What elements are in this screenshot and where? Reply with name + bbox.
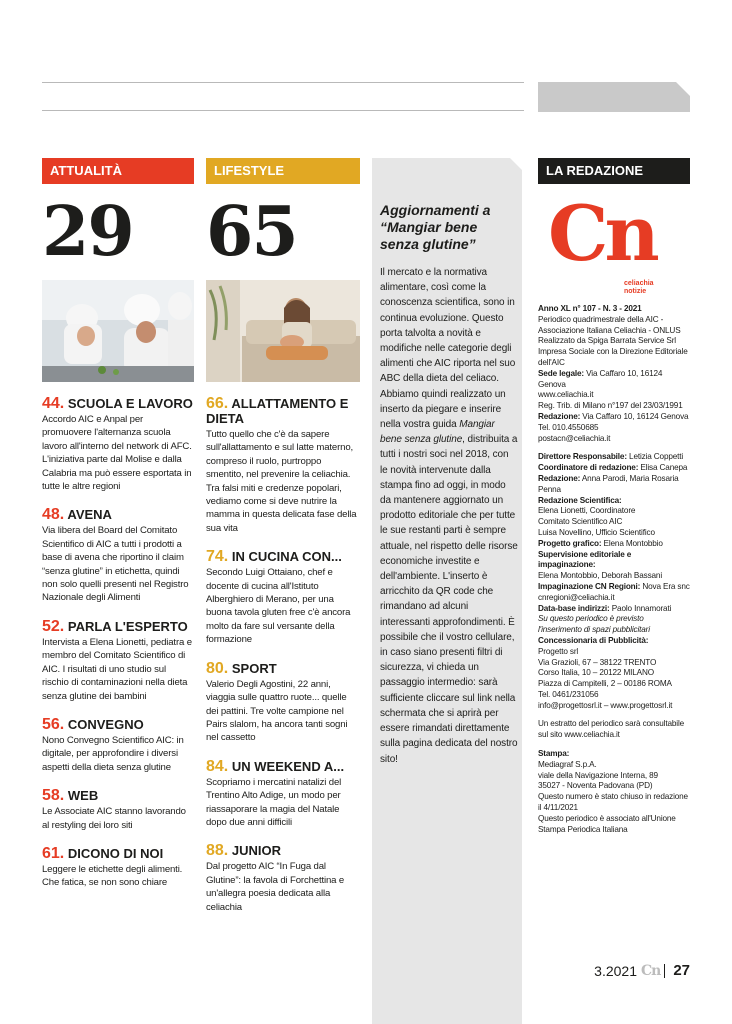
- toc-item-52[interactable]: [42, 619, 194, 703]
- toc-item-88[interactable]: [206, 843, 360, 914]
- cn-logo: [538, 184, 690, 304]
- insert-body: Il mercato e la normativa alimentare, così come la conoscenza scientifica, sono in continua evoluzione. Questo porta talvolta a novità e modifiche nelle categorie degli alimenti che AIC riporta nel suo ABC della dieta del celiaco. Abbiamo quindi realizzato un inserto da piegare e inserire nella vostra guida Mangiar bene senza glutine, distribuita a tutti i nostri soci nel 2018, con le novità intervenute dalla stampa fino ad oggi, in modo da mantenere aggiornato un prodotto editoriale che per tutte le sue restanti parti è sempre attuale, nel rispetto delle risorse economiche investite e dell'ambiente. L'inserto è arricchito da QR code che rimandano ad alcuni interessanti approfondimenti. È possibile che il vostro cellulare, in caso siano presenti filtri di sicurezza, vi chieda un passaggio intermedio: sarà sufficiente cliccare sul link nella schermata che si aprirà per essere rimandati direttamente sulla pagina dedicata del nostro sito!: [380, 267, 518, 765]
- email-link[interactable]: postacn@celiachia.it: [538, 433, 611, 443]
- item-number: 56.: [42, 715, 65, 733]
- item-number: 84.: [206, 757, 229, 775]
- mini-logo: Cn: [640, 962, 661, 979]
- toc-item-56[interactable]: [42, 717, 194, 774]
- page-number-big: 29: [42, 192, 133, 272]
- page-number-big: 65: [206, 192, 297, 272]
- site-link[interactable]: www.celiachia.it: [538, 390, 594, 400]
- item-title: AVENA: [67, 507, 112, 523]
- item-title: SCUOLA E LAVORO: [67, 396, 193, 411]
- toc-item-61[interactable]: [42, 846, 194, 890]
- item-number: 44.: [42, 395, 65, 412]
- item-description: Valerio Degli Agostini, 22 anni, viaggia sulle quattro ruote... quelle dei pattini. Tre volte campione nel Pairs slalom, ha ancora tanti sogni nel cassetto: [206, 678, 348, 744]
- top-rule-1: [42, 82, 524, 83]
- item-title: UN WEEKEND A...: [231, 758, 345, 774]
- item-description: Via libera del Board del Comitato Scientifico di AIC a tutti i prodotti a base di avena che riportino il claim “senza glutine” in etichetta, quindi non solo quelli presenti nel Registro Nazionale degli Alimenti: [42, 525, 189, 604]
- insert-title: Aggiornamenti a “Mangiar bene senza glutine”: [380, 202, 491, 252]
- section-label-attualita: ATTUALITÀ: [42, 158, 194, 184]
- cn-logo-mark: Cn: [548, 189, 656, 278]
- lifestyle-column: [206, 158, 360, 914]
- item-number: 66.: [206, 395, 229, 412]
- item-title: IN CUCINA CON...: [231, 549, 342, 565]
- section-label-lifestyle: LIFESTYLE: [206, 158, 360, 184]
- toc-item-84[interactable]: [206, 759, 360, 830]
- item-number: 88.: [206, 842, 229, 860]
- page-footer: [594, 962, 690, 979]
- logo-subtitle-2: notizie: [624, 288, 647, 295]
- item-description: Scopriamo i mercatini natalizi del Trentino Alto Adige, un modo per riassaporare la magia del Natale dopo due anni difficili: [206, 776, 342, 828]
- item-title: WEB: [67, 788, 99, 804]
- item-number: 74.: [206, 548, 229, 566]
- item-title: ALLATTAMENTO E DIETA: [206, 396, 349, 426]
- item-number: 58.: [42, 787, 65, 805]
- issue-number: 3.2021: [594, 962, 637, 979]
- toc-item-80[interactable]: [206, 661, 360, 745]
- progetto-links[interactable]: info@progettosrl.it – www.progettosrl.it: [538, 700, 673, 710]
- logo-subtitle: celiachia: [624, 280, 654, 287]
- top-rule-2: [42, 110, 524, 111]
- attualita-column: [42, 158, 194, 890]
- insert-box: [372, 158, 522, 1024]
- item-title: SPORT: [231, 660, 277, 676]
- chefs-photo: [42, 280, 194, 382]
- item-description: Leggere le etichette degli alimenti. Che fatica, se non sono chiare: [42, 863, 183, 889]
- item-description: Accordo AIC e Anpal per promuovere l'alternanza scuola lavoro all'interno del network di AFC. L'iniziativa parte dal Molise e dalla Calabria ma può essere esportata in tutte le altre regioni: [42, 414, 192, 493]
- item-title: PARLA L'ESPERTO: [67, 618, 188, 634]
- item-number: 61.: [42, 844, 65, 862]
- toc-item-44[interactable]: [42, 396, 194, 493]
- page-number: 27: [673, 962, 690, 979]
- item-description: Intervista a Elena Lionetti, pediatra e membro del Comitato Scientifico di AIC. I risultati di uno studio sul rischio di contaminazioni nella dieta senza glutine dei bambini: [42, 636, 192, 702]
- item-description: Nono Convegno Scientifico AIC: in digitale, per approfondire i diversi aspetti della dieta senza glutine: [42, 734, 184, 773]
- item-title: JUNIOR: [231, 843, 281, 859]
- cnregioni-email[interactable]: cnregioni@celiachia.it: [538, 592, 615, 602]
- toc-item-48[interactable]: [42, 507, 194, 604]
- toc-item-74[interactable]: [206, 549, 360, 646]
- item-description: Dal progetto AIC “In Fuga dal Glutine”: la favola di Forchettina e un'allegra poesia dedicata alla celiachia: [206, 861, 345, 913]
- item-title: DICONO DI NOI: [67, 845, 164, 861]
- item-description: Le Associate AIC stanno lavorando al restyling dei loro siti: [42, 806, 186, 831]
- item-number: 80.: [206, 659, 229, 677]
- item-number: 48.: [42, 506, 65, 524]
- toc-item-58[interactable]: [42, 788, 194, 832]
- section-label-redazione: LA REDAZIONE: [538, 158, 690, 184]
- item-title: CONVEGNO: [67, 716, 144, 732]
- header-tab: [538, 82, 690, 112]
- colophon: Anno XL n° 107 - N. 3 - 2021 Periodico quadrimestrale della AIC - Associazione Italiana Celiachia - ONLUS Realizzato da Spiga Barrata Service Srl Impresa Sociale con la Direzione Editoriale dell'AIC Sede legale: Via Caffaro 10, 16124 Genova www.celiachia.it Reg. Trib. di Milano n°197 del 23/03/1991 Redazione: Via Caffaro 10, 16124 Genova Tel. 010.4550685 postacn@celiachia.it Direttore Responsabile: Letizia Coppetti Coordinatore di redazione: Elisa Canepa Redazione: Anna Parodi, Maria Rosaria Penna Redazione Scientifica: Elena Lionetti, Coordinatore Comitato Scientifico AIC Luisa Novellino, Ufficio Scientifico Progetto grafico: Elena Montobbio Supervisione editoriale e impaginazione: Elena Montobbio, Deborah Bassani Impaginazione CN Regioni: Nova Era snc cnregioni@celiachia.it Data-base indirizzi: Paolo Innamorati Su questo periodico è previsto l'inserimento di spazi pubblicitari Concessionaria di Pubblicità: Progetto srl Via Grazioli, 67 – 38122 TRENTO Corso Italia, 10 – 20122 MILANO Piazza di Campitelli, 2 – 00186 ROMA Tel. 0461/231056 info@progettosrl.it – www.progettosrl.it Un estratto del periodico sarà consultabile sul sito www.celiachia.it Stampa: Mediagraf S.p.A. viale della Navigazione Interna, 89 35027 - Noventa Padovana (PD) Questo numero è stato chiuso in redazione il 4/11/2021 Questo periodico è associato all'Unione Stampa Periodica Italiana: [538, 304, 690, 834]
- item-description: Tutto quello che c'è da sapere sull'allattamento e sul latte materno, compreso il ruolo, purtroppo smentito, nel prevenire la celiachia. Tra falsi miti e credenze popolari, vediamo come si deve nutrire la mamma in questa delicata fase della sua vita: [206, 429, 357, 534]
- item-description: Secondo Luigi Ottaiano, chef e docente di cucina all'Istituto Alberghiero di Merano, per una buona tavola gluten free c'è ancora molto da fare sul versante della formazione: [206, 567, 351, 646]
- redazione-column: [538, 158, 690, 835]
- toc-item-66[interactable]: [206, 396, 360, 535]
- item-number: 52.: [42, 617, 65, 635]
- mother-baby-photo: [206, 280, 360, 382]
